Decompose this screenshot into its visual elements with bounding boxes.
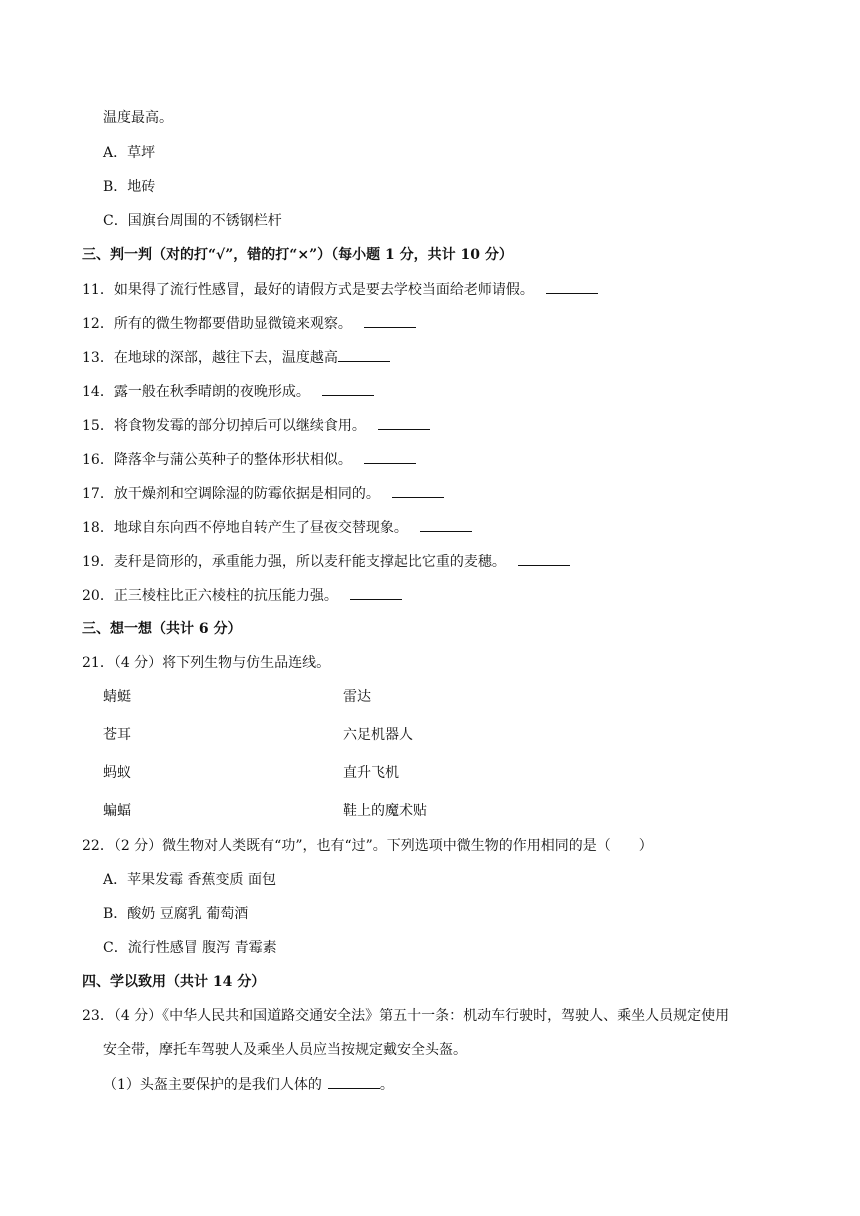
question-23-line1: 23．（4 分）《中华人民共和国道路交通安全法》第五十一条：机动车行驶时，驾驶人、乘坐人员规定使用 [82, 1008, 730, 1024]
judge-item-18: 18．地球自东向西不停地自转产生了昼夜交替现象。 [82, 517, 472, 537]
question-22: 22．（2 分）微生物对人类既有“功”，也有“过”。下列选项中微生物的作用相同的是（ ） [82, 838, 653, 854]
judge-item-11: 11．如果得了流行性感冒，最好的请假方式是要去学校当面给老师请假。 [82, 279, 598, 299]
match-pair [103, 725, 503, 745]
organism-label[interactable]: 蝙蝠 [103, 803, 131, 819]
match-pair [103, 801, 503, 821]
judge-item-12: 12．所有的微生物都要借助显微镜来观察。 [82, 313, 416, 333]
answer-blank[interactable] [364, 313, 416, 328]
answer-blank[interactable] [364, 449, 416, 464]
q22-option-a: A．苹果发霉 香蕉变质 面包 [103, 872, 277, 888]
answer-blank[interactable] [350, 585, 402, 600]
judge-item-14: 14．露一般在秋季晴朗的夜晚形成。 [82, 381, 374, 401]
bionic-label[interactable]: 六足机器人 [343, 727, 413, 743]
organism-label[interactable]: 蜻蜓 [103, 689, 131, 705]
q22-option-b: B．酸奶 豆腐乳 葡萄酒 [103, 906, 249, 922]
bionic-label[interactable]: 雷达 [343, 689, 371, 705]
question-23-sub1: （1）头盔主要保护的是我们人体的 。 [103, 1074, 394, 1094]
answer-blank[interactable] [420, 517, 472, 532]
section4-title: 四、学以致用（共计 14 分） [82, 974, 266, 990]
bionic-label[interactable]: 直升飞机 [343, 765, 399, 781]
answer-blank[interactable] [546, 279, 598, 294]
organism-label[interactable]: 苍耳 [103, 727, 131, 743]
answer-blank[interactable] [328, 1074, 380, 1089]
question-23-line2: 安全带，摩托车驾驶人及乘坐人员应当按规定戴安全头盔。 [103, 1042, 467, 1058]
question-21: 21．（4 分）将下列生物与仿生品连线。 [82, 655, 331, 671]
q10-option-c: C．国旗台周围的不锈钢栏杆 [103, 213, 282, 229]
q10-tail: 温度最高。 [103, 110, 173, 126]
match-pair [103, 763, 503, 783]
section3b-title: 三、想一想（共计 6 分） [82, 621, 242, 637]
judge-item-19: 19．麦秆是筒形的，承重能力强，所以麦秆能支撑起比它重的麦穗。 [82, 551, 570, 571]
match-pair [103, 687, 503, 707]
answer-blank[interactable] [392, 483, 444, 498]
bionic-label[interactable]: 鞋上的魔术贴 [343, 803, 427, 819]
answer-blank[interactable] [518, 551, 570, 566]
judge-item-13: 13．在地球的深部，越往下去，温度越高 [82, 347, 390, 367]
q10-option-b: B．地砖 [103, 179, 156, 195]
judge-item-17: 17．放干燥剂和空调除湿的防霉依据是相同的。 [82, 483, 444, 503]
section3-title: 三、判一判（对的打“√”，错的打“×”）（每小题 1 分，共计 10 分） [82, 247, 513, 263]
answer-blank[interactable] [378, 415, 430, 430]
judge-item-16: 16．降落伞与蒲公英种子的整体形状相似。 [82, 449, 416, 469]
q10-option-a: A．草坪 [103, 145, 156, 161]
judge-item-15: 15．将食物发霉的部分切掉后可以继续食用。 [82, 415, 430, 435]
answer-blank[interactable] [322, 381, 374, 396]
q22-option-c: C．流行性感冒 腹泻 青霉素 [103, 940, 277, 956]
organism-label[interactable]: 蚂蚁 [103, 765, 131, 781]
answer-blank[interactable] [338, 347, 390, 362]
judge-item-20: 20．正三棱柱比正六棱柱的抗压能力强。 [82, 585, 402, 605]
